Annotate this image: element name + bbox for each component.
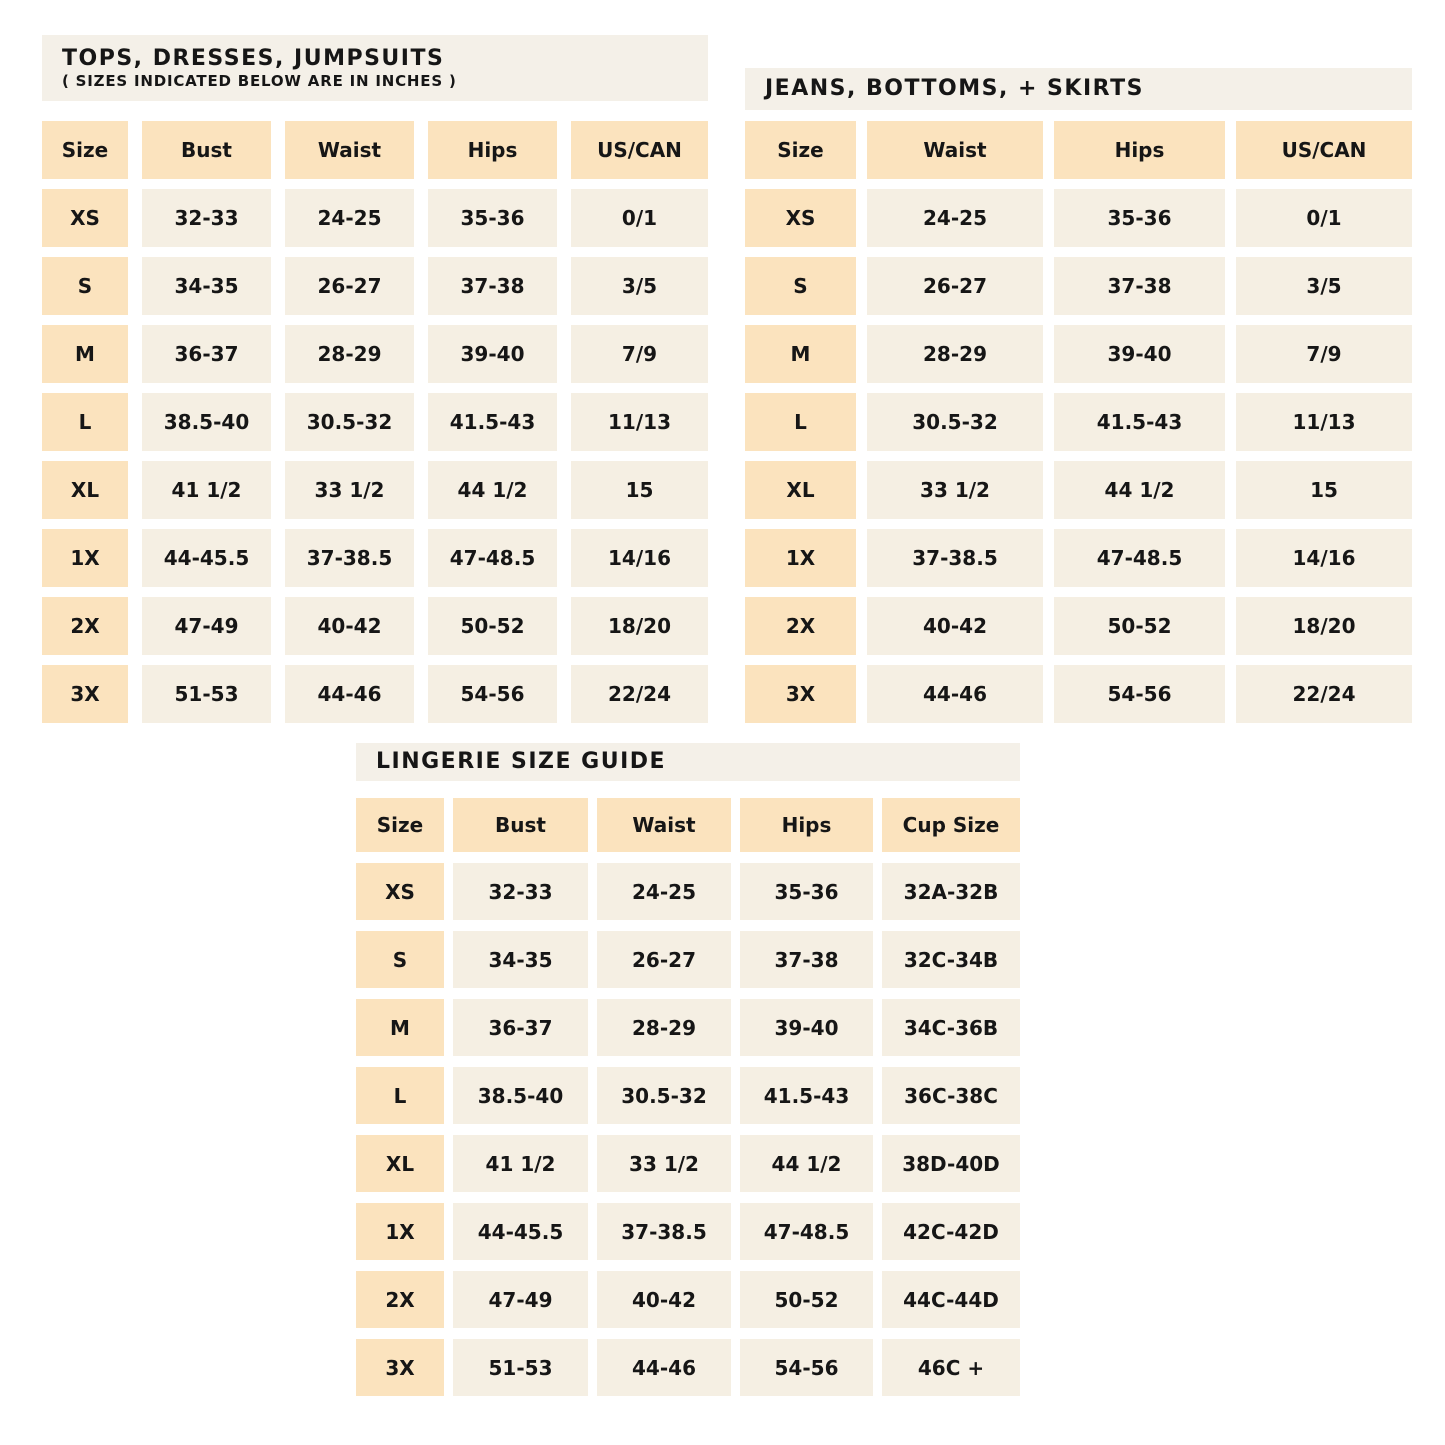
bottoms-3x-us-can-value: 22/24 [1236, 665, 1412, 723]
tops-xl-bust-value: 41 1/2 [142, 461, 271, 519]
lingerie-l-waist-value: 30.5-32 [597, 1067, 731, 1124]
lingerie-s-bust-value: 34-35 [453, 931, 588, 988]
tops-2x-bust-value: 47-49 [142, 597, 271, 655]
lingerie-xl-bust-value: 41 1/2 [453, 1135, 588, 1192]
tops-l-bust-value: 38.5-40 [142, 393, 271, 451]
bottoms-size-label-m: M [745, 325, 856, 383]
lingerie-m-hips-value: 39-40 [740, 999, 873, 1056]
lingerie-m-waist-value: 28-29 [597, 999, 731, 1056]
lingerie-l-cup-size-value: 36C-38C [882, 1067, 1020, 1124]
bottoms-1x-hips-value: 47-48.5 [1054, 529, 1225, 587]
lingerie-size-label-l: L [356, 1067, 444, 1124]
lingerie-3x-cup-size-value: 46C + [882, 1339, 1020, 1396]
tops-1x-hips-value: 47-48.5 [428, 529, 557, 587]
tops-l-us-can-value: 11/13 [571, 393, 708, 451]
tops-m-bust-value: 36-37 [142, 325, 271, 383]
tops-2x-us-can-value: 18/20 [571, 597, 708, 655]
jeans-bottoms-skirts-table [745, 68, 1412, 723]
lingerie-2x-hips-value: 50-52 [740, 1271, 873, 1328]
tops-size-label-xl: XL [42, 461, 128, 519]
lingerie-xs-bust-value: 32-33 [453, 863, 588, 920]
bottoms-s-hips-value: 37-38 [1054, 257, 1225, 315]
bottoms-m-waist-value: 28-29 [867, 325, 1043, 383]
lingerie-3x-hips-value: 54-56 [740, 1339, 873, 1396]
lingerie-size-label-s: S [356, 931, 444, 988]
lingerie-1x-waist-value: 37-38.5 [597, 1203, 731, 1260]
bottoms-size-label-xl: XL [745, 461, 856, 519]
bottoms-column-header-waist: Waist [867, 121, 1043, 179]
bottoms-2x-waist-value: 40-42 [867, 597, 1043, 655]
bottoms-1x-us-can-value: 14/16 [1236, 529, 1412, 587]
bottoms-l-us-can-value: 11/13 [1236, 393, 1412, 451]
tops-size-label-s: S [42, 257, 128, 315]
tops-m-waist-value: 28-29 [285, 325, 414, 383]
tops-xs-bust-value: 32-33 [142, 189, 271, 247]
bottoms-size-label-l: L [745, 393, 856, 451]
tops-3x-us-can-value: 22/24 [571, 665, 708, 723]
lingerie-size-label-2x: 2X [356, 1271, 444, 1328]
bottoms-s-waist-value: 26-27 [867, 257, 1043, 315]
lingerie-size-label-xs: XS [356, 863, 444, 920]
bottoms-3x-hips-value: 54-56 [1054, 665, 1225, 723]
lingerie-3x-bust-value: 51-53 [453, 1339, 588, 1396]
bottoms-2x-hips-value: 50-52 [1054, 597, 1225, 655]
bottoms-xs-us-can-value: 0/1 [1236, 189, 1412, 247]
tops-l-hips-value: 41.5-43 [428, 393, 557, 451]
lingerie-2x-waist-value: 40-42 [597, 1271, 731, 1328]
lingerie-l-hips-value: 41.5-43 [740, 1067, 873, 1124]
lingerie-column-header-waist: Waist [597, 798, 731, 852]
tops-2x-waist-value: 40-42 [285, 597, 414, 655]
lingerie-xl-waist-value: 33 1/2 [597, 1135, 731, 1192]
bottoms-size-label-3x: 3X [745, 665, 856, 723]
tops-table-grid [42, 121, 708, 723]
tops-1x-bust-value: 44-45.5 [142, 529, 271, 587]
tops-table-subtitle: ( SIZES INDICATED BELOW ARE IN INCHES ) [62, 72, 457, 90]
tops-1x-waist-value: 37-38.5 [285, 529, 414, 587]
lingerie-xs-hips-value: 35-36 [740, 863, 873, 920]
tops-xl-us-can-value: 15 [571, 461, 708, 519]
lingerie-column-header-hips: Hips [740, 798, 873, 852]
tops-2x-hips-value: 50-52 [428, 597, 557, 655]
bottoms-xs-waist-value: 24-25 [867, 189, 1043, 247]
tops-size-label-xs: XS [42, 189, 128, 247]
lingerie-size-label-xl: XL [356, 1135, 444, 1192]
tops-s-hips-value: 37-38 [428, 257, 557, 315]
tops-xs-waist-value: 24-25 [285, 189, 414, 247]
lingerie-table-title: LINGERIE SIZE GUIDE [376, 749, 667, 775]
tops-size-label-3x: 3X [42, 665, 128, 723]
bottoms-s-us-can-value: 3/5 [1236, 257, 1412, 315]
tops-dresses-jumpsuits-table [42, 35, 708, 723]
bottoms-xs-hips-value: 35-36 [1054, 189, 1225, 247]
bottoms-m-us-can-value: 7/9 [1236, 325, 1412, 383]
lingerie-xs-cup-size-value: 32A-32B [882, 863, 1020, 920]
lingerie-xl-cup-size-value: 38D-40D [882, 1135, 1020, 1192]
bottoms-1x-waist-value: 37-38.5 [867, 529, 1043, 587]
lingerie-size-label-m: M [356, 999, 444, 1056]
tops-3x-waist-value: 44-46 [285, 665, 414, 723]
lingerie-table-grid [356, 798, 1020, 1396]
lingerie-column-header-bust: Bust [453, 798, 588, 852]
tops-table-title: TOPS, DRESSES, JUMPSUITS [62, 45, 445, 71]
bottoms-table-title-banner [745, 68, 1412, 110]
bottoms-column-header-size: Size [745, 121, 856, 179]
lingerie-size-guide-table [356, 743, 1020, 1396]
lingerie-1x-hips-value: 47-48.5 [740, 1203, 873, 1260]
tops-m-us-can-value: 7/9 [571, 325, 708, 383]
tops-size-label-1x: 1X [42, 529, 128, 587]
bottoms-table-title: JEANS, BOTTOMS, + SKIRTS [765, 76, 1144, 102]
tops-column-header-size: Size [42, 121, 128, 179]
tops-xs-hips-value: 35-36 [428, 189, 557, 247]
tops-column-header-bust: Bust [142, 121, 271, 179]
lingerie-1x-cup-size-value: 42C-42D [882, 1203, 1020, 1260]
lingerie-m-bust-value: 36-37 [453, 999, 588, 1056]
tops-s-bust-value: 34-35 [142, 257, 271, 315]
bottoms-column-header-us-can: US/CAN [1236, 121, 1412, 179]
bottoms-l-waist-value: 30.5-32 [867, 393, 1043, 451]
tops-xl-hips-value: 44 1/2 [428, 461, 557, 519]
bottoms-xl-hips-value: 44 1/2 [1054, 461, 1225, 519]
bottoms-m-hips-value: 39-40 [1054, 325, 1225, 383]
bottoms-size-label-s: S [745, 257, 856, 315]
bottoms-size-label-1x: 1X [745, 529, 856, 587]
tops-s-waist-value: 26-27 [285, 257, 414, 315]
lingerie-m-cup-size-value: 34C-36B [882, 999, 1020, 1056]
lingerie-l-bust-value: 38.5-40 [453, 1067, 588, 1124]
lingerie-2x-bust-value: 47-49 [453, 1271, 588, 1328]
lingerie-xl-hips-value: 44 1/2 [740, 1135, 873, 1192]
bottoms-size-label-xs: XS [745, 189, 856, 247]
bottoms-xl-us-can-value: 15 [1236, 461, 1412, 519]
tops-3x-hips-value: 54-56 [428, 665, 557, 723]
lingerie-3x-waist-value: 44-46 [597, 1339, 731, 1396]
tops-l-waist-value: 30.5-32 [285, 393, 414, 451]
bottoms-l-hips-value: 41.5-43 [1054, 393, 1225, 451]
bottoms-column-header-hips: Hips [1054, 121, 1225, 179]
bottoms-table-grid [745, 121, 1412, 723]
tops-1x-us-can-value: 14/16 [571, 529, 708, 587]
lingerie-column-header-size: Size [356, 798, 444, 852]
lingerie-size-label-1x: 1X [356, 1203, 444, 1260]
tops-column-header-us-can: US/CAN [571, 121, 708, 179]
tops-size-label-2x: 2X [42, 597, 128, 655]
lingerie-size-label-3x: 3X [356, 1339, 444, 1396]
tops-3x-bust-value: 51-53 [142, 665, 271, 723]
tops-column-header-waist: Waist [285, 121, 414, 179]
bottoms-xl-waist-value: 33 1/2 [867, 461, 1043, 519]
bottoms-3x-waist-value: 44-46 [867, 665, 1043, 723]
lingerie-s-hips-value: 37-38 [740, 931, 873, 988]
lingerie-2x-cup-size-value: 44C-44D [882, 1271, 1020, 1328]
tops-s-us-can-value: 3/5 [571, 257, 708, 315]
tops-size-label-m: M [42, 325, 128, 383]
bottoms-size-label-2x: 2X [745, 597, 856, 655]
lingerie-xs-waist-value: 24-25 [597, 863, 731, 920]
lingerie-column-header-cup-size: Cup Size [882, 798, 1020, 852]
tops-m-hips-value: 39-40 [428, 325, 557, 383]
tops-xs-us-can-value: 0/1 [571, 189, 708, 247]
lingerie-1x-bust-value: 44-45.5 [453, 1203, 588, 1260]
bottoms-2x-us-can-value: 18/20 [1236, 597, 1412, 655]
lingerie-table-title-banner [356, 743, 1020, 781]
tops-xl-waist-value: 33 1/2 [285, 461, 414, 519]
tops-column-header-hips: Hips [428, 121, 557, 179]
lingerie-s-cup-size-value: 32C-34B [882, 931, 1020, 988]
lingerie-s-waist-value: 26-27 [597, 931, 731, 988]
tops-size-label-l: L [42, 393, 128, 451]
tops-table-title-banner [42, 35, 708, 101]
